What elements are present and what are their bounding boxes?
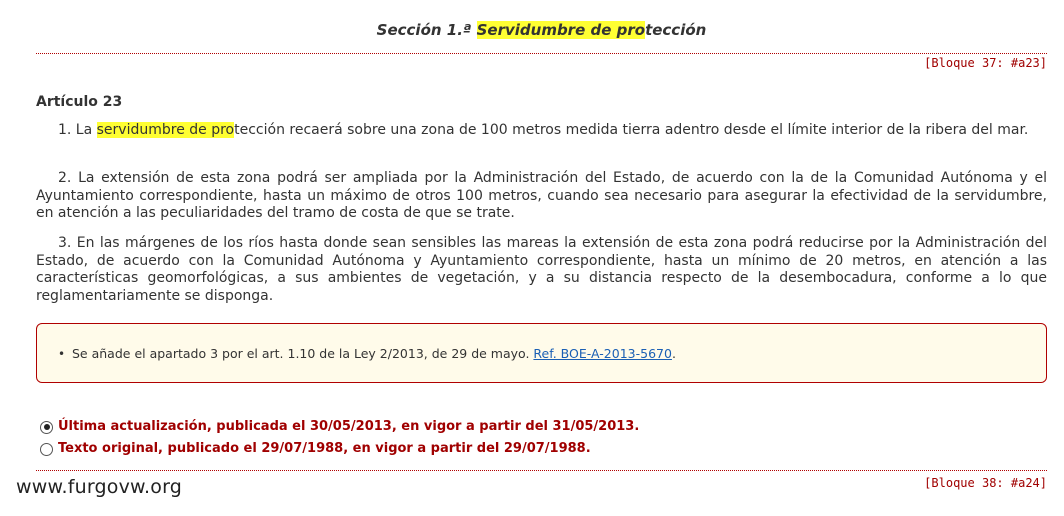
note-list [70, 346, 676, 362]
section-title-prefix: Sección 1.ª [376, 21, 477, 39]
article-paragraph-2: 2. La extensión de esta zona podrá ser ampliada por la Administración del Estado, de acuerdo con la de la Comunidad Autónoma y el Ayuntamiento correspondiente, hasta un máximo de otros 100 metros, cuando sea necesario para asegurar la efectividad de la servidumbre, en atención a las peculiaridades del tramo de costa de que se trate. [36, 170, 1047, 221]
section-title-highlight: Servidumbre de pro [476, 21, 646, 39]
version-option-latest[interactable] [40, 418, 639, 436]
paragraph-1-start: 1. La [58, 122, 97, 138]
article-paragraph-1 [36, 122, 1047, 140]
paragraph-1-highlight: servidumbre de pro [96, 122, 235, 138]
boe-reference-link[interactable]: Ref. BOE-A-2013-5670 [533, 346, 672, 361]
version-label-original[interactable]: Texto original, publicado el 29/07/1988, en vigor a partir del 29/07/1988. [58, 441, 591, 456]
section-title-suffix: tección [645, 21, 707, 39]
version-option-original[interactable] [40, 440, 591, 458]
radio-unchecked-icon[interactable] [40, 443, 53, 456]
watermark: www.furgovw.org [16, 476, 183, 498]
note-item [70, 346, 676, 362]
bloque-anchor-bottom[interactable]: [Bloque 38: #a24] [924, 476, 1047, 490]
paragraph-1-rest: tección recaerá sobre una zona de 100 metros medida tierra adentro desde el límite interior de la ribera del mar. [234, 122, 1029, 138]
article-paragraph-3: 3. En las márgenes de los ríos hasta donde sean sensibles las mareas la extensión de esta zona podrá reducirse por la Administración del Estado, de acuerdo con la Comunidad Autónoma y Ayuntamiento correspondiente, hasta un mínimo de 20 metros, en atención a las características geomorfológicas, a sus ambientes de vegetación, y a su distancia respecto de la desembocadura, conforme a lo que reglamentariamente se disponga. [36, 235, 1047, 304]
note-text: Se añade el apartado 3 por el art. 1.10 de la Ley 2/2013, de 29 de mayo. [72, 346, 534, 361]
modification-note [36, 323, 1047, 383]
note-end: . [671, 346, 676, 361]
version-label-latest[interactable]: Última actualización, publicada el 30/05/2013, en vigor a partir del 31/05/2013. [58, 419, 640, 434]
divider-bottom [36, 470, 1047, 471]
article-title: Artículo 23 [36, 94, 123, 110]
bloque-anchor-top[interactable]: [Bloque 37: #a23] [924, 56, 1047, 70]
divider-top [36, 53, 1047, 54]
section-title [36, 19, 1047, 41]
radio-checked-icon[interactable] [40, 421, 53, 434]
